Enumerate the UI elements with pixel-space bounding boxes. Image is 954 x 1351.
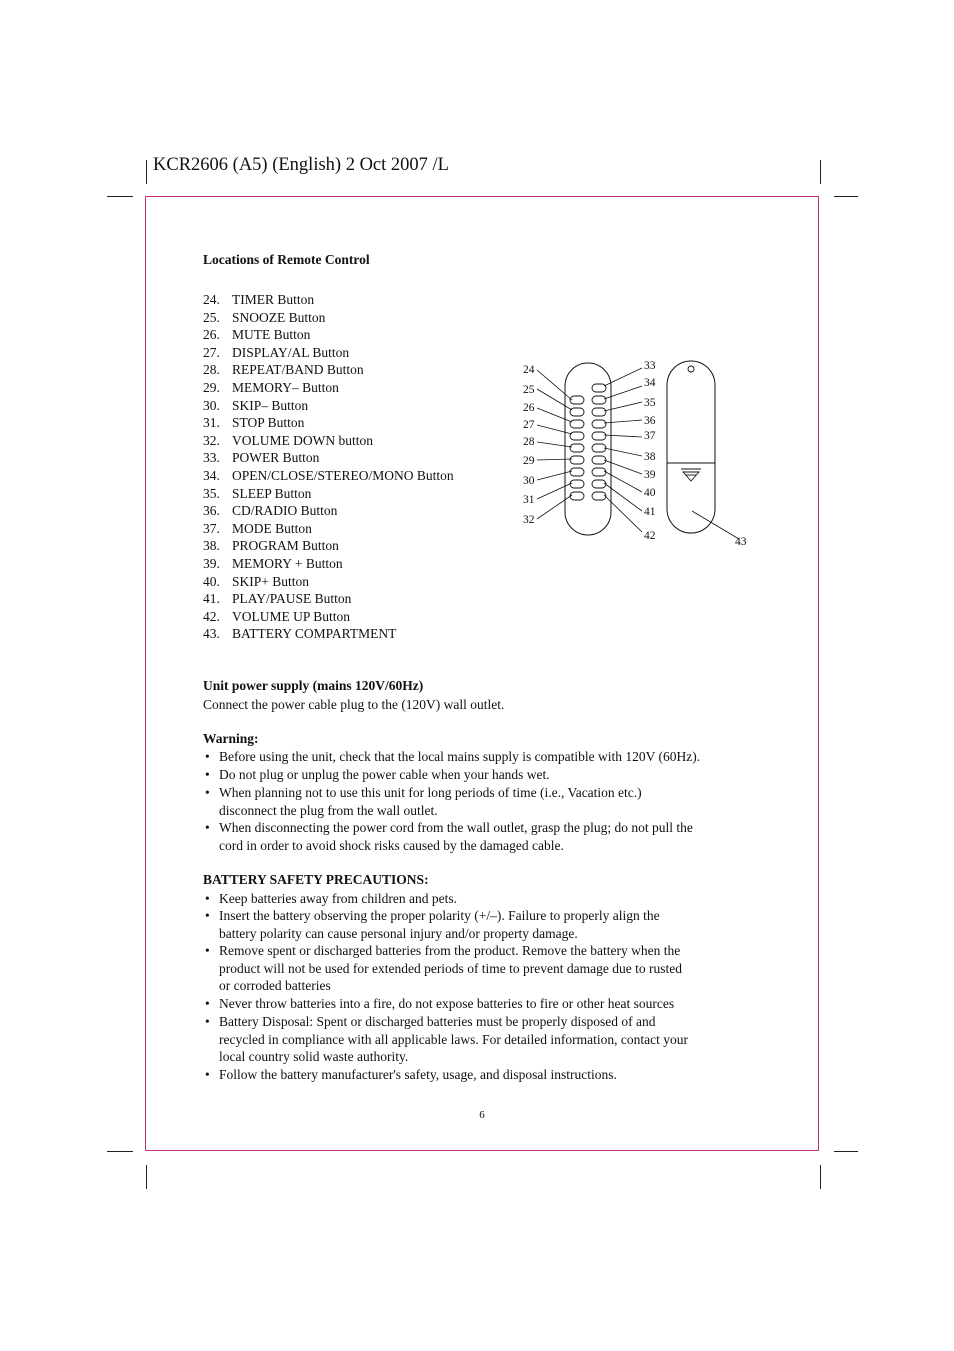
list-item: 25. SNOOZE Button: [203, 309, 326, 325]
crop-mark: [146, 1165, 147, 1189]
crop-mark: [834, 196, 858, 197]
power-heading: Unit power supply (mains 120V/60Hz): [203, 678, 424, 693]
power-text: Connect the power cable plug to the (120V) wall outlet.: [203, 697, 505, 712]
crop-mark: [834, 1151, 858, 1152]
list-item: 29. MEMORY– Button: [203, 380, 339, 395]
list-item: 33. POWER Button: [203, 450, 320, 466]
list-item: 26. MUTE Button: [203, 327, 311, 343]
list-item: 30. SKIP– Button: [203, 397, 309, 413]
list-item: 34. OPEN/CLOSE/STEREO/MONO Button: [203, 468, 454, 483]
ir-emitter-icon: [688, 366, 694, 372]
callout-label: 36: [644, 415, 656, 427]
callout-line-43: [692, 511, 739, 539]
list-item: 32. VOLUME DOWN button: [203, 432, 373, 448]
crop-mark: [820, 160, 821, 184]
crop-mark: [107, 196, 133, 197]
remote-front-body: [565, 363, 611, 535]
battery-heading: BATTERY SAFETY PRECAUTIONS:: [203, 872, 429, 887]
callout-label: 33: [644, 360, 656, 372]
list-item: 31. STOP Button: [203, 415, 305, 431]
crop-mark: [107, 1151, 133, 1152]
callout-label: 27: [523, 419, 535, 431]
list-item: 28. REPEAT/BAND Button: [203, 362, 364, 378]
list-item: 27. DISPLAY/AL Button: [203, 344, 350, 360]
callout-label: 26: [523, 402, 535, 414]
page-number: 6: [479, 1109, 485, 1121]
callout-label: 25: [523, 384, 535, 396]
list-item: 37. MODE Button: [203, 520, 312, 536]
list-item: 39. MEMORY + Button: [203, 556, 343, 571]
callout-label: 28: [523, 436, 535, 448]
callout-label: 35: [644, 397, 656, 409]
list-item: 42. VOLUME UP Button: [203, 608, 351, 624]
right-leader-lines: [604, 368, 642, 532]
callout-label: 30: [523, 475, 535, 487]
callout-label: 31: [523, 494, 535, 506]
list-item: 40. SKIP+ Button: [203, 573, 310, 589]
crop-mark: [146, 160, 147, 184]
list-item: 35. SLEEP Button: [203, 485, 312, 501]
callout-label: 42: [644, 530, 656, 542]
right-buttons: [592, 384, 606, 500]
header-title: KCR2606 (A5) (English) 2 Oct 2007 /L: [153, 155, 449, 175]
left-leader-lines: [537, 370, 572, 519]
list-item: 36. CD/RADIO Button: [203, 503, 338, 519]
callout-label: 41: [644, 506, 656, 518]
crop-mark: [820, 1165, 821, 1189]
left-buttons: [570, 396, 584, 500]
callout-label: 34: [644, 377, 656, 389]
callout-label: 43: [735, 536, 747, 548]
callout-label: 39: [644, 469, 656, 481]
warning-heading: Warning:: [203, 731, 259, 746]
callout-label: 40: [644, 487, 656, 499]
callout-label: 24: [523, 364, 535, 376]
callout-label: 32: [523, 514, 535, 526]
list-item: 43. BATTERY COMPARTMENT: [203, 626, 397, 642]
battery-compartment-icon: [667, 463, 715, 481]
callout-label: 29: [523, 455, 535, 467]
remote-heading: Locations of Remote Control: [203, 252, 370, 267]
list-item: 24. TIMER Button: [203, 292, 315, 307]
list-item: 41. PLAY/PAUSE Button: [203, 591, 352, 607]
list-item: 38. PROGRAM Button: [203, 538, 339, 554]
callout-label: 37: [644, 430, 656, 442]
remote-back-body: [667, 361, 715, 533]
callout-label: 38: [644, 451, 656, 463]
remote-control-diagram: [510, 352, 760, 557]
